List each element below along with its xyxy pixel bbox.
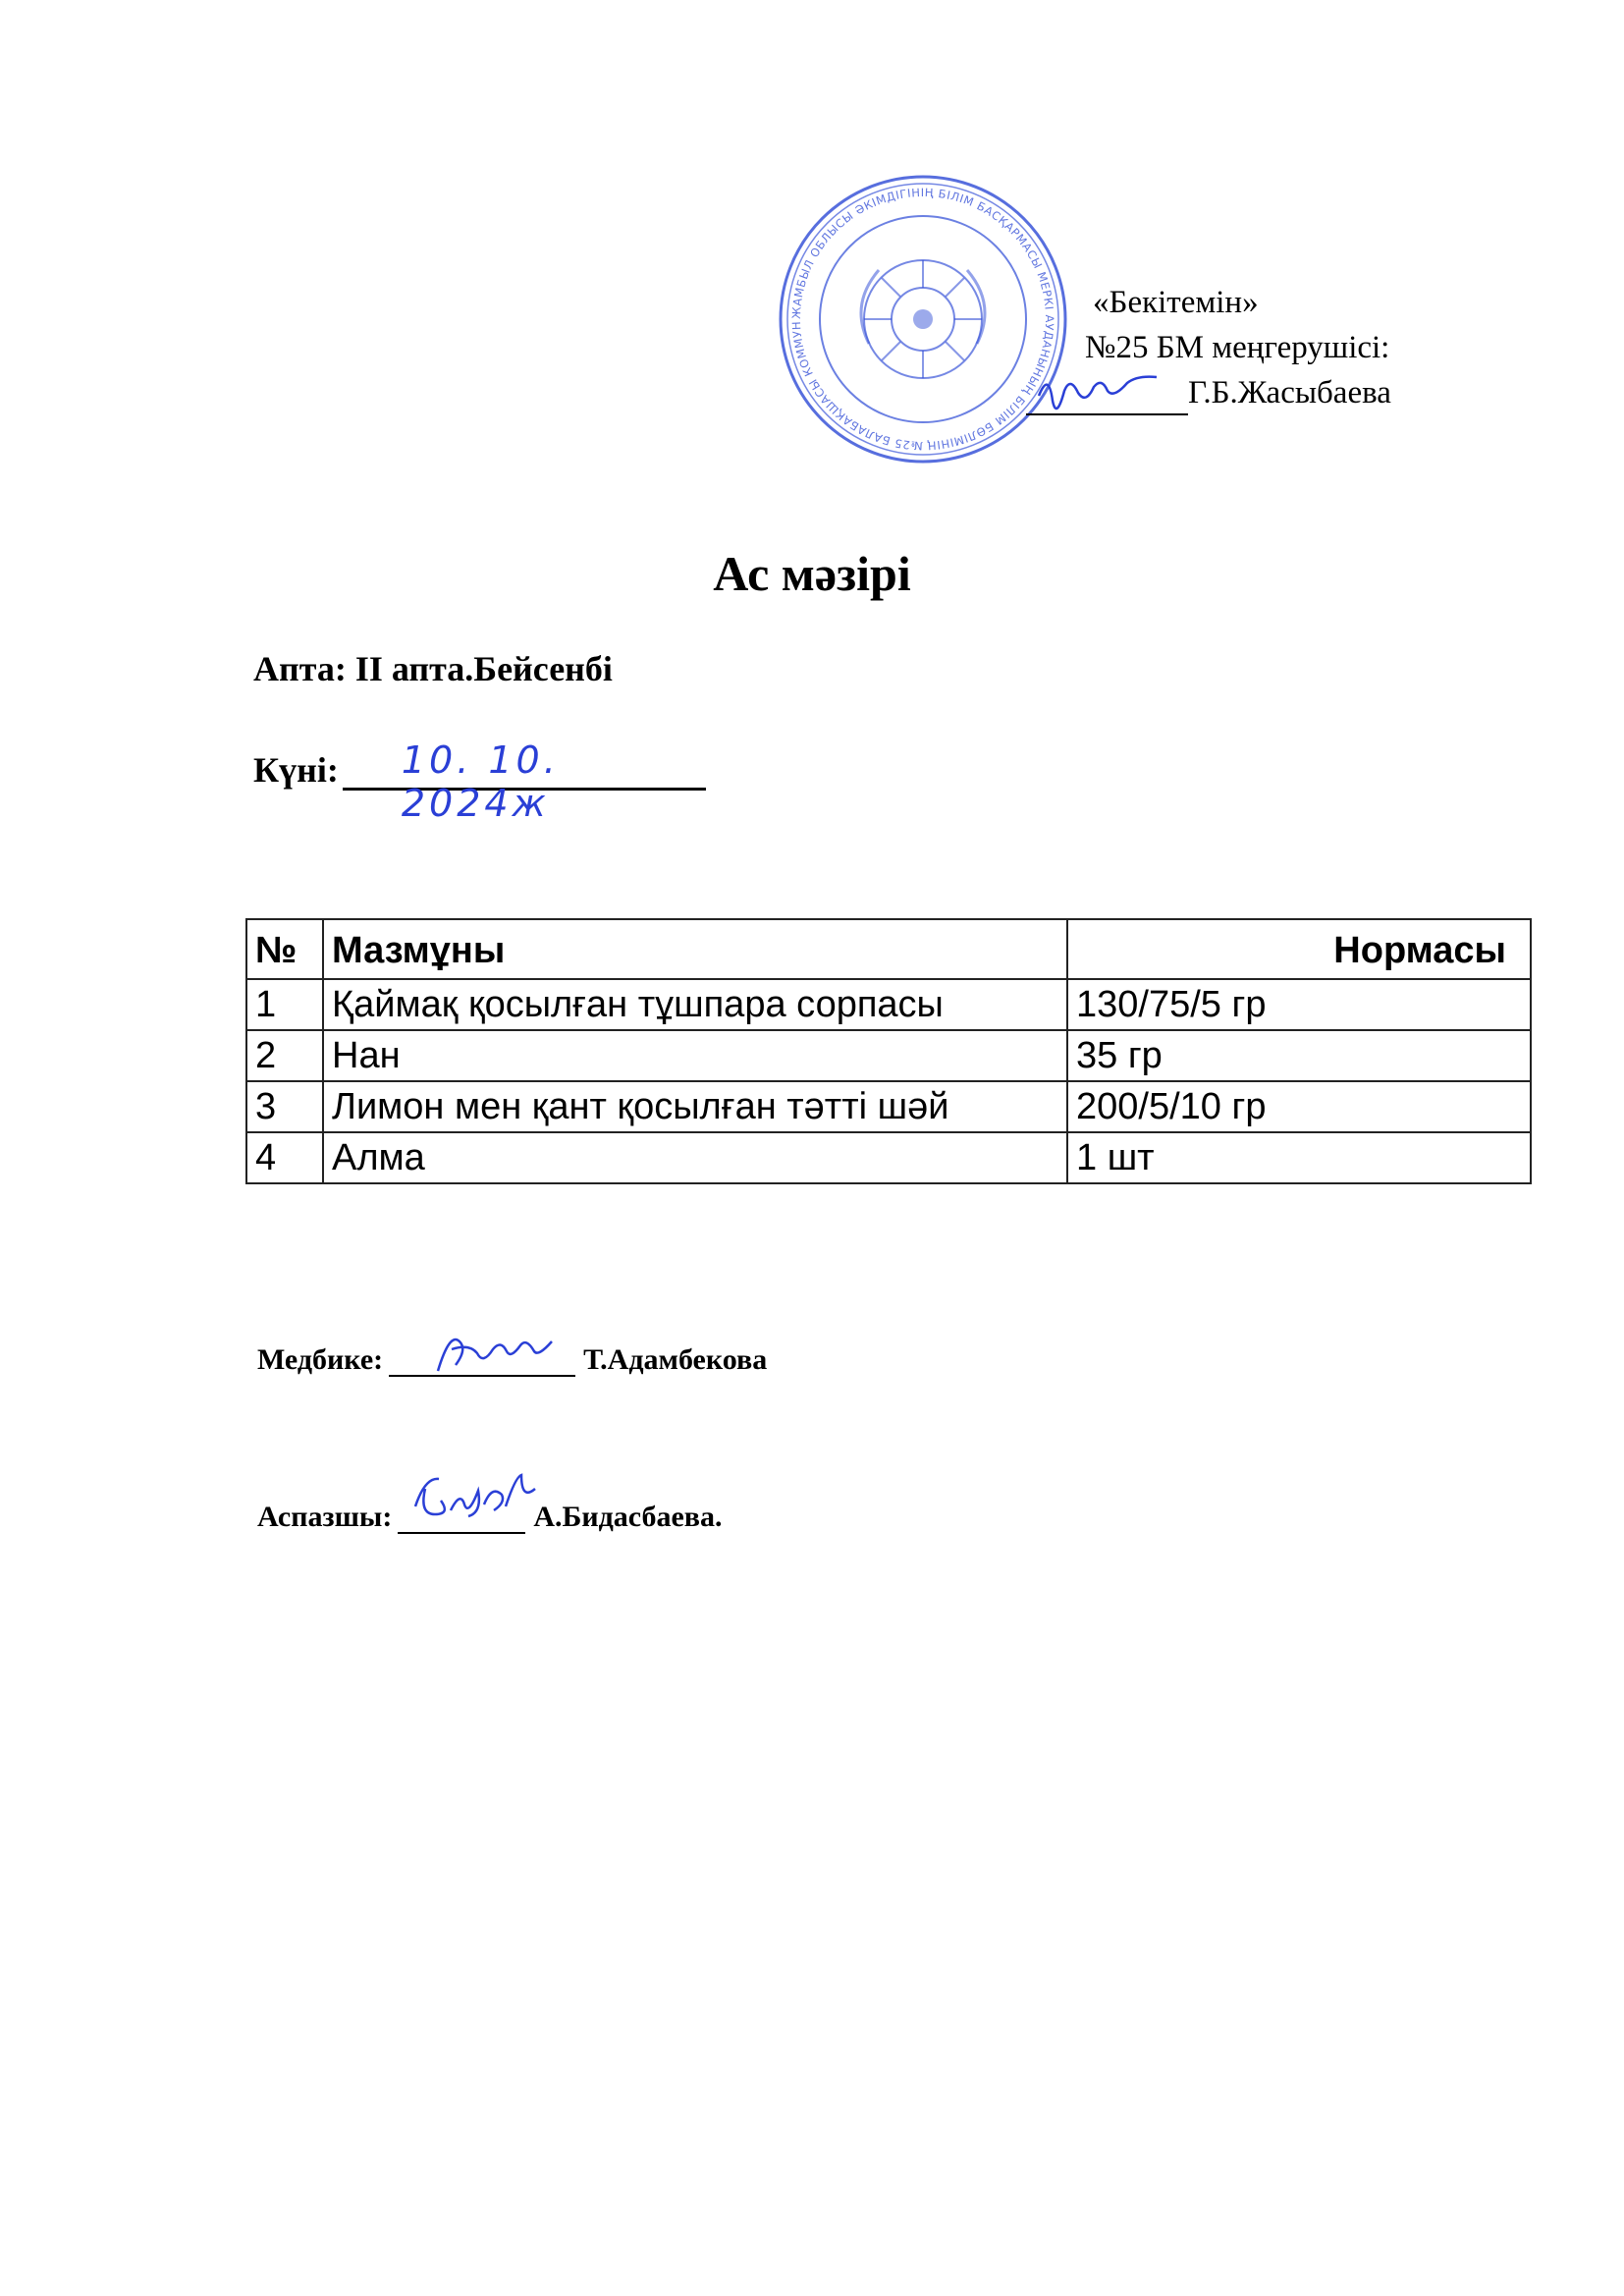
nurse-signature-row (257, 1336, 767, 1377)
table-row (246, 1030, 1531, 1081)
row-norm: 200/5/10 гр (1067, 1081, 1531, 1132)
header-norm: Нормасы (1067, 919, 1531, 979)
row-norm: 35 гр (1067, 1030, 1531, 1081)
table-row (246, 979, 1531, 1030)
table-row (246, 1132, 1531, 1183)
row-name: Нан (323, 1030, 1067, 1081)
signature-blank (1026, 374, 1188, 415)
week-label: Апта: II апта.Бейсенбі (253, 649, 613, 688)
row-norm: 1 шт (1067, 1132, 1531, 1183)
approval-block (1085, 280, 1517, 415)
approval-position: №25 БМ меңгерушісі: (1085, 330, 1390, 365)
nurse-name: Т.Адамбекова (583, 1343, 768, 1376)
row-no: 1 (246, 979, 323, 1030)
approval-heading: «Бекітемін» (1093, 285, 1259, 320)
menu-table (245, 918, 1532, 1184)
row-no: 2 (246, 1030, 323, 1081)
row-name: Лимон мен қант қосылған тәтті шәй (323, 1081, 1067, 1132)
stamp-ring-text: ЖАМБЫЛ ОБЛЫСЫ ӘКІМДІГІНІҢ БІЛІМ БАСҚАРМАСЫ МЕРКІ АУДАНЫНЫҢ БІЛІМ БӨЛІМІНІҢ №25 БАЛАБАҚШАСЫ КОММУН (788, 185, 1057, 454)
page-title: Ас мәзірі (713, 546, 911, 601)
date-label: Күні: (253, 750, 339, 790)
head-signature-icon (1031, 366, 1168, 415)
approval-name: Г.Б.Жасыбаева (1188, 375, 1391, 410)
date-handwritten: 10. 10. 2024ж (401, 738, 560, 825)
row-name: Қаймақ қосылған тұшпара сорпасы (323, 979, 1067, 1030)
cook-signature-blank (398, 1493, 525, 1534)
cook-signature-row (257, 1493, 723, 1534)
cook-name: А.Бидасбаева. (533, 1501, 723, 1533)
row-no: 4 (246, 1132, 323, 1183)
cook-signature-icon (407, 1467, 555, 1536)
date-blank (343, 738, 706, 825)
date-line (253, 738, 706, 825)
row-norm: 130/75/5 гр (1067, 979, 1531, 1030)
header-content: Мазмұны (323, 919, 1067, 979)
row-name: Алма (323, 1132, 1067, 1183)
table-row (246, 1081, 1531, 1132)
nurse-signature-blank (389, 1336, 575, 1377)
stamp-seal-icon (776, 172, 1070, 466)
table-header-row (246, 919, 1531, 979)
row-no: 3 (246, 1081, 323, 1132)
official-stamp (776, 172, 1070, 466)
cook-label: Аспазшы: (257, 1501, 393, 1533)
header-no: № (246, 919, 323, 979)
nurse-label: Медбике: (257, 1343, 384, 1376)
approval-signature-line (1085, 370, 1517, 415)
nurse-signature-icon (428, 1324, 566, 1379)
